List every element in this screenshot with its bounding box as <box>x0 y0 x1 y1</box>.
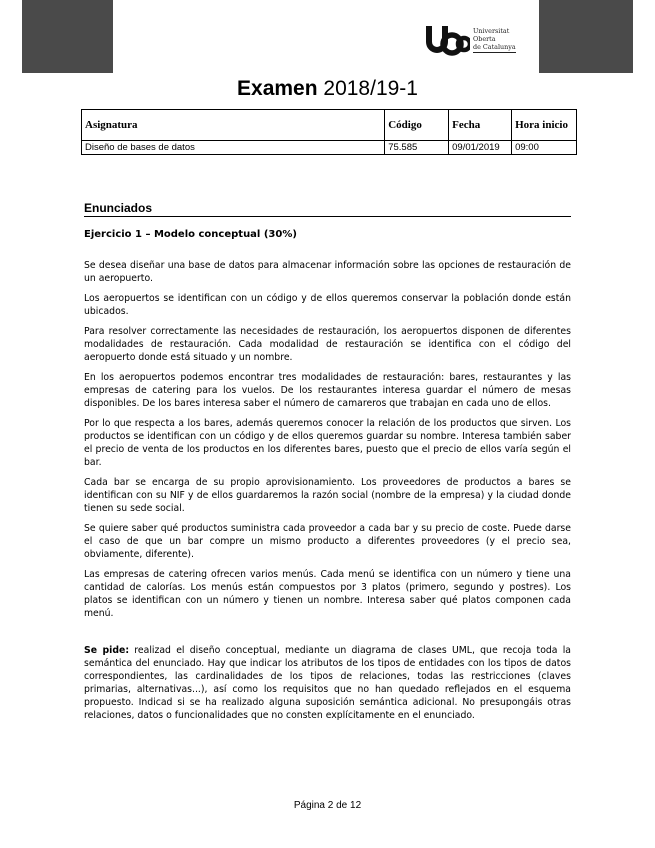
page-number: Página 2 de 12 <box>293 800 362 811</box>
page-title <box>0 77 655 101</box>
title-year: 2018/19-1 <box>317 77 418 100</box>
logo-wordmark <box>473 27 516 53</box>
paragraph: Las empresas de catering ofrecen varios menús. Cada menú se identifica con un número y tiene una cantidad de calorías. Los menús están compuestos por 3 platos (primero, segundo y postres). Los platos se identifican con un número y tienen un nombre. Interesa saber qué platos componen cada menú. <box>84 569 571 619</box>
header-fecha: Fecha <box>449 110 512 141</box>
header-codigo: Código <box>385 110 449 141</box>
header-asignatura: Asignatura <box>82 110 385 141</box>
paragraph: Se quiere saber qué productos suministra cada proveedor a cada bar y su precio de coste. Puede darse el caso de que un bar compre un mismo producto a diferentes proveedores (y el precio sea, obviamente, diferente). <box>84 523 571 560</box>
cell-hora: 09:00 <box>512 141 577 155</box>
header-hora-inicio: Hora inicio <box>512 110 577 141</box>
header-corner-block-left <box>22 0 113 73</box>
paragraph: Para resolver correctamente las necesidades de restauración, los aeropuertos disponen de diferentes modalidades de restauración. Cada modalidad de restauración se identifica con el código del aeropuerto donde está situado y un nombre. <box>84 326 571 363</box>
logo-line-2: Oberta <box>473 35 496 43</box>
paragraph: En los aeropuertos podemos encontrar tres modalidades de restauración: bares, restaurantes y las empresas de catering para los vuelos. De los restaurantes interesa guardar el número de mesas disponibles. De los bares interesa saber el número de camareros que trabajan en cada uno de ellos. <box>84 372 571 409</box>
header-corner-block-right <box>539 0 633 73</box>
table-header-row <box>82 110 577 141</box>
cell-asignatura: Diseño de bases de datos <box>82 141 385 155</box>
exam-statement <box>84 228 571 729</box>
paragraph: Por lo que respecta a los bares, además queremos conocer la relación de los productos que sirven. Los productos se identifican con un código y de ellos queremos guardar su nombre. Interesa también saber el precio de venta de los productos en los diferentes bares, puesto que el precio de ellos varía según el bar. <box>84 418 571 468</box>
paragraph: Se desea diseñar una base de datos para almacenar información sobre las opciones de restauración de un aeropuerto. <box>84 260 571 284</box>
title-bold: Examen <box>237 77 318 100</box>
task-label: Se pide: <box>84 645 130 656</box>
uoc-logo-icon <box>424 24 470 56</box>
exam-info-table <box>81 109 577 155</box>
paragraph: Cada bar se encarga de su propio aprovisionamiento. Los proveedores de productos a bares se identifican con su NIF y de ellos guardaremos la razón social (nombre de la empresa) y la ciudad donde tienen su sede social. <box>84 477 571 514</box>
section-heading: Enunciados <box>84 201 571 217</box>
paragraph: Los aeropuertos se identifican con un código y de ellos queremos conservar la población donde están ubicados. <box>84 293 571 317</box>
logo-line-3: de Catalunya <box>473 43 516 51</box>
cell-codigo: 75.585 <box>385 141 449 155</box>
logo-line-1: Universitat <box>473 27 510 35</box>
exercise-title: Ejercicio 1 – Modelo conceptual (30%) <box>84 229 297 240</box>
table-row <box>82 141 577 155</box>
university-logo <box>424 24 516 66</box>
cell-fecha: 09/01/2019 <box>449 141 512 155</box>
task-request <box>84 644 571 722</box>
task-text: realizad el diseño conceptual, mediante un diagrama de clases UML, que recoja toda la semántica del enunciado. Hay que indicar los atributos de los tipos de entidades con los tipos de datos correspondientes, las cardinalidades de los tipos de relaciones, todas las restricciones (claves primarias, alternativas...), así como los requisitos que no han quedado reflejados en el esquema propuesto. Indicad si se ha realizado alguna suposición semántica adicional. No presupongáis otras relaciones, datos o funcionalidades que no consten explícitamente en el enunciado. <box>84 645 571 721</box>
